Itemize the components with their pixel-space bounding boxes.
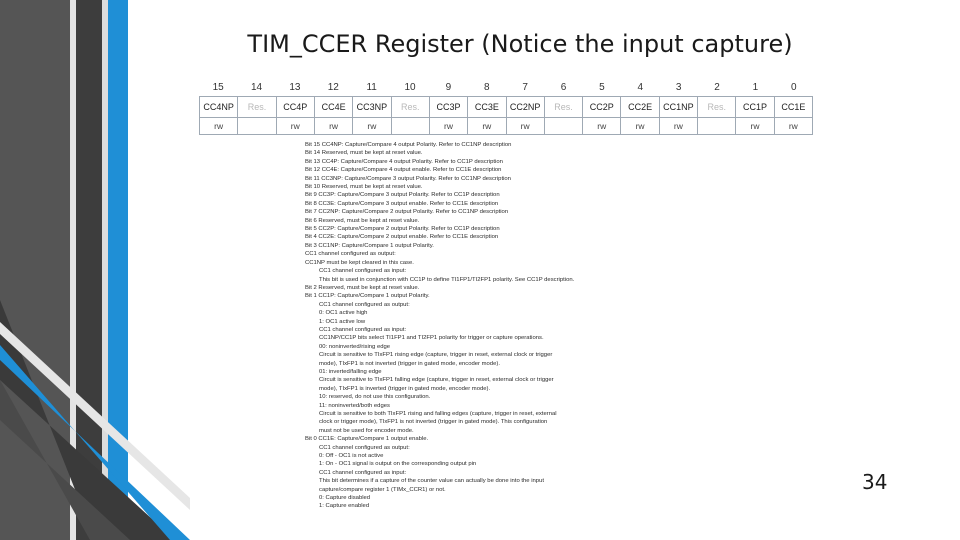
access-cell: rw — [506, 118, 544, 135]
bit-number: 6 — [560, 82, 567, 93]
description-line: 0: Off - OC1 is not active — [319, 453, 384, 460]
description-line: Bit 5 CC2P: Capture/Compare 2 output Polarity. Refer to CC1P description — [305, 226, 500, 233]
access-cell: rw — [200, 118, 238, 135]
description-line: 10: reserved, do not use this configuration. — [319, 394, 431, 401]
description-line: This bit determines if a capture of the counter value can actually be done into the input — [319, 478, 544, 485]
access-cell: rw — [314, 118, 352, 135]
reserved-field-cell: Res. — [698, 97, 736, 118]
description-line: 0: OC1 active high — [319, 310, 368, 317]
bit-description-text — [305, 141, 605, 537]
description-line: Circuit is sensitive to TIxFP1 rising edge (capture, trigger in reset, external clock or trigger — [319, 352, 553, 359]
description-line: Bit 11 CC3NP: Capture/Compare 3 output Polarity. Refer to CC1NP description — [305, 175, 511, 182]
access-cell: rw — [583, 118, 621, 135]
description-line: CC1NP/CC1P bits select TI1FP1 and TI2FP1 polarity for trigger or capture operations. — [319, 335, 544, 342]
description-line: Bit 2 Reserved, must be kept at reset value. — [305, 284, 420, 291]
description-line: 01: inverted/falling edge — [319, 368, 382, 375]
bit-number: 9 — [445, 82, 452, 93]
access-cell: rw — [353, 118, 391, 135]
bit-number: 12 — [327, 82, 339, 93]
description-line: CC1 channel configured as output: — [319, 444, 410, 451]
field-cell: CC3E — [468, 97, 506, 118]
description-line: 1: Capture enabled — [319, 503, 370, 510]
description-line: 11: noninverted/both edges — [319, 402, 390, 409]
description-line: Bit 14 Reserved, must be kept at reset value. — [305, 150, 423, 157]
field-cell: CC1P — [736, 97, 774, 118]
access-cell: rw — [276, 118, 314, 135]
bit-number: 3 — [675, 82, 682, 93]
access-cell: rw — [736, 118, 774, 135]
access-cell: rw — [468, 118, 506, 135]
description-line: CC1 channel configured as input: — [319, 326, 407, 333]
access-cell — [544, 118, 582, 135]
description-line: 1: On - OC1 signal is output on the corresponding output pin — [319, 461, 477, 468]
reserved-field-cell: Res. — [238, 97, 276, 118]
reserved-field-cell: Res. — [544, 97, 582, 118]
bit-number: 8 — [484, 82, 490, 93]
description-line: mode), TIxFP1 is not inverted (trigger in gated mode, encoder mode). — [319, 360, 500, 367]
bit-number: 14 — [251, 82, 263, 93]
description-line: Bit 13 CC4P: Capture/Compare 4 output Polarity. Refer to CC1P description — [305, 158, 503, 165]
description-line: Bit 6 Reserved, must be kept at reset value. — [305, 217, 420, 224]
access-row — [200, 118, 813, 135]
field-cell: CC2P — [583, 97, 621, 118]
description-line: Circuit is sensitive to TIxFP1 falling edge (capture, trigger in reset, external clock or trigger — [319, 377, 554, 384]
bit-number: 13 — [289, 82, 301, 93]
bit-number: 7 — [522, 82, 528, 93]
description-line: mode), TIxFP1 is inverted (trigger in gated mode, encoder mode). — [319, 385, 491, 392]
field-cell: CC4P — [276, 97, 314, 118]
field-cell: CC4NP — [200, 97, 238, 118]
description-line: CC1 channel configured as output: — [319, 301, 410, 308]
register-table — [199, 80, 813, 135]
field-cell: CC2NP — [506, 97, 544, 118]
description-line: 1: OC1 active low — [319, 318, 366, 325]
page-number: 34 — [862, 470, 888, 494]
access-cell: rw — [621, 118, 659, 135]
bit-number-row — [199, 80, 813, 96]
description-line: clock or trigger mode), TIxFP1 is not inverted (trigger in gated mode). This configuration — [319, 419, 548, 426]
field-cell: CC2E — [621, 97, 659, 118]
description-line: Bit 9 CC3P: Capture/Compare 3 output Polarity. Refer to CC1P description — [305, 192, 500, 199]
field-cell: CC4E — [314, 97, 352, 118]
description-line: 00: noninverted/rising edge — [319, 343, 391, 350]
description-line: Bit 8 CC3E: Capture/Compare 3 output enable. Refer to CC1E description — [305, 200, 499, 207]
description-line: Bit 0 CC1E: Capture/Compare 1 output enable. — [305, 436, 429, 443]
description-line: Bit 12 CC4E: Capture/Compare 4 output enable. Refer to CC1E description — [305, 167, 502, 174]
description-line: CC1 channel configured as input: — [319, 469, 407, 476]
description-line: Circuit is sensitive to both TIxFP1 rising and falling edges (capture, trigger in reset, external — [319, 411, 557, 417]
bit-number: 10 — [404, 82, 416, 93]
description-line: Bit 4 CC2E: Capture/Compare 2 output enable. Refer to CC1E description — [305, 234, 499, 241]
access-cell: rw — [429, 118, 467, 135]
description-line: capture/compare register 1 (TIMx_CCR1) or not. — [319, 486, 446, 493]
access-cell — [698, 118, 736, 135]
bit-number: 0 — [791, 82, 797, 93]
field-name-row — [200, 97, 813, 118]
bit-number: 2 — [714, 82, 720, 93]
field-cell: CC3NP — [353, 97, 391, 118]
field-cell: CC1NP — [659, 97, 697, 118]
slide-title: TIM_CCER Register (Notice the input capture) — [247, 30, 793, 58]
description-line: This bit is used in conjunction with CC1P to define TI1FP1/TI2FP1 polarity. See CC1P description. — [319, 276, 575, 283]
description-line: Bit 1 CC1P: Capture/Compare 1 output Polarity. — [305, 293, 430, 300]
description-line: Bit 7 CC2NP: Capture/Compare 2 output Polarity. Refer to CC1NP description — [305, 209, 509, 216]
access-cell — [238, 118, 276, 135]
register-fields-table — [199, 96, 813, 135]
description-line: CC1 channel configured as output: — [305, 251, 396, 258]
bit-number: 15 — [212, 82, 224, 93]
bit-number: 1 — [752, 82, 759, 93]
reserved-field-cell: Res. — [391, 97, 429, 118]
access-cell: rw — [774, 118, 812, 135]
field-cell: CC1E — [774, 97, 812, 118]
field-cell: CC3P — [429, 97, 467, 118]
description-line: Bit 10 Reserved, must be kept at reset value. — [305, 184, 423, 191]
description-line: CC1 channel configured as input: — [319, 268, 407, 275]
description-line: 0: Capture disabled — [319, 495, 371, 502]
access-cell: rw — [659, 118, 697, 135]
bit-number: 4 — [637, 82, 644, 93]
description-line: CC1NP must be kept cleared in this case. — [305, 259, 414, 266]
description-line: Bit 15 CC4NP: Capture/Compare 4 output Polarity. Refer to CC1NP description — [305, 142, 512, 148]
access-cell — [391, 118, 429, 135]
description-line: Bit 3 CC1NP: Capture/Compare 1 output Polarity. — [305, 242, 434, 249]
stripes-graphic — [0, 0, 200, 540]
bit-number: 5 — [599, 82, 605, 93]
description-line: must not be used for encoder mode. — [319, 427, 414, 434]
bit-number: 11 — [366, 82, 377, 93]
decorative-stripes — [0, 0, 200, 540]
